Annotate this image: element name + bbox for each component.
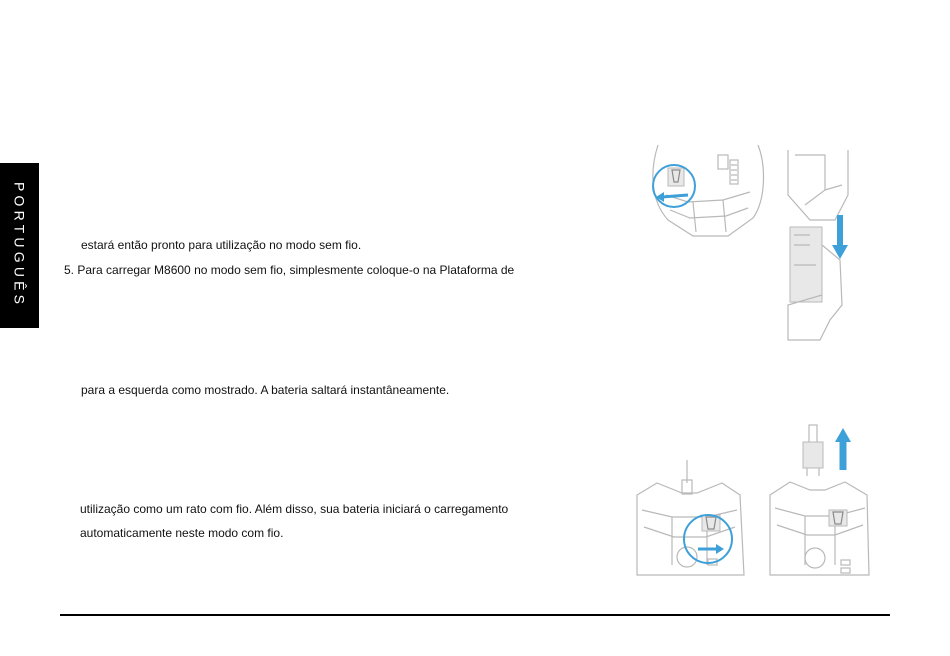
language-label: PORTUGUÊS bbox=[11, 182, 28, 309]
body-line-2: 5. Para carregar M8600 no modo sem fio, simplesmente coloque-o na Plataforma de bbox=[64, 263, 515, 277]
mouse-cable-unplug-icon bbox=[765, 420, 875, 580]
language-sidebar-tab bbox=[0, 163, 39, 328]
body-line-3: para a esquerda como mostrado. A bateria saltará instantâneamente. bbox=[81, 383, 450, 397]
body-line-4: utilização como um rato com fio. Além disso, sua bateria iniciará o carregamento bbox=[80, 502, 509, 516]
mouse-cable-underside-icon bbox=[632, 455, 747, 580]
body-line-1: estará então pronto para utilização no modo sem fio. bbox=[81, 238, 362, 252]
mouse-battery-removal-icon bbox=[648, 140, 768, 240]
battery-side-view-icon bbox=[780, 145, 860, 345]
footer-divider bbox=[60, 614, 890, 616]
body-line-5: automaticamente neste modo com fio. bbox=[80, 526, 284, 540]
